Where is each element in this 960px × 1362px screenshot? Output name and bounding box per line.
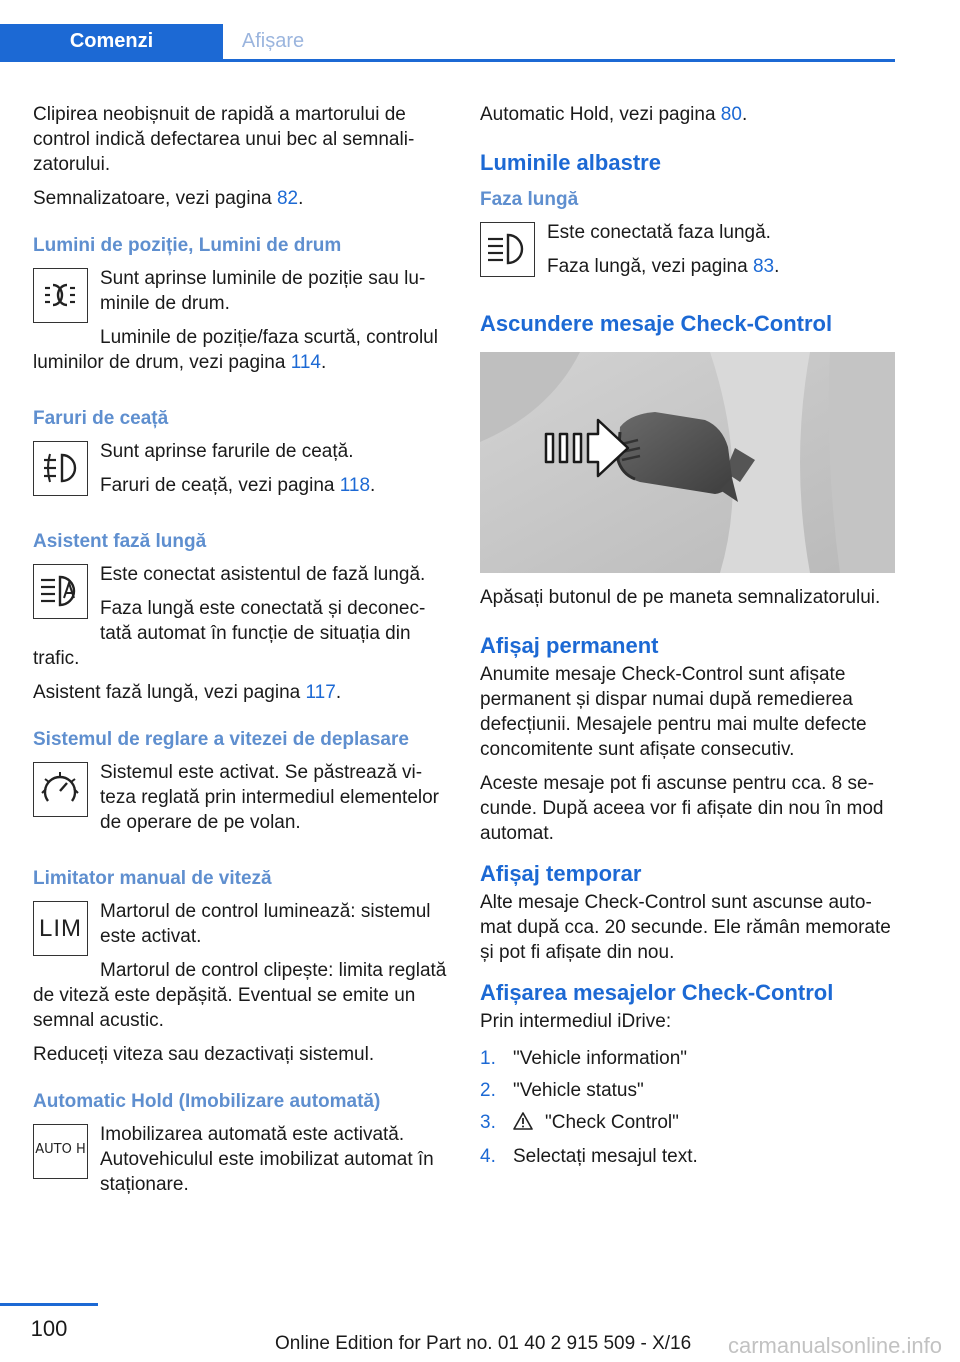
paragraph-reference: Faruri de ceață, vezi pagina 118. [100, 475, 376, 496]
edition-info: Online Edition for Part no. 01 40 2 915 509 - X/16 [275, 1333, 692, 1354]
subsection-heading: Faza lungă [480, 189, 579, 210]
paragraph-reference: Luminile de poziție/faza scurtă, controlul luminilor de drum, vezi pagina 114. [33, 327, 438, 373]
high-beam-assistant-icon [33, 564, 88, 619]
section-heading: Afișaj permanent [480, 633, 659, 658]
left-column [33, 102, 448, 1206]
list-item: 3. "Check Control" [480, 1110, 895, 1137]
page-link[interactable]: 83 [752, 256, 775, 277]
auto-hold-icon-label: AUTO H [35, 1142, 86, 1157]
fog-lights-icon [33, 441, 88, 496]
paragraph: Apăsați butonul de pe maneta semnalizatorului. [480, 587, 881, 608]
page-link[interactable]: 80 [720, 104, 742, 125]
tab-bar-underline [0, 59, 895, 62]
paragraph-reference: Automatic Hold, vezi pagina 80. [480, 104, 748, 125]
turn-signal-lever-photo [480, 352, 895, 573]
section-heading: Ascundere mesaje Check-Control [480, 311, 833, 336]
section-heading: Afișarea mesajelor Check-Control [480, 980, 834, 1005]
paragraph-reference: Semnalizatoare, vezi pagina 82. [33, 188, 304, 209]
section-heading: Luminile albastre [480, 150, 661, 175]
paragraph: Faza lungă este conectată și deconectată automat în funcție de situația din trafic. [33, 598, 426, 669]
paragraph: Prin intermediul iDrive: [480, 1011, 672, 1032]
right-column [480, 102, 895, 1176]
paragraph: Martorul de control luminează: sistemul este activat. [100, 901, 431, 947]
page-link[interactable]: 118 [339, 475, 371, 496]
auto-hold-icon [33, 1124, 88, 1179]
paragraph: Sunt aprinse luminile de poziție sau luminile de drum. [100, 268, 426, 314]
cruise-control-icon [33, 762, 88, 817]
warning-triangle-icon [513, 1112, 533, 1137]
section-heading: Limitator manual de viteză [33, 868, 272, 889]
paragraph: Martorul de control clipește: limita reglată de viteză este depășită. Eventual se emite un semnal acustic. [33, 960, 447, 1031]
paragraph: Aceste mesaje pot fi ascunse pentru cca. 8 secunde. După aceea vor fi afișate din nou în mod automat. [480, 773, 884, 844]
page-link[interactable]: 82 [276, 188, 299, 209]
paragraph: Alte mesaje Check-Control sunt ascunse automat după cca. 20 secunde. Ele rămân memorate și pot fi afișate din nou. [480, 892, 891, 963]
paragraph: Este conectat asistentul de fază lungă. [100, 564, 426, 585]
paragraph-reference: Faza lungă, vezi pagina 83. [547, 256, 780, 277]
paragraph: Este conectată faza lungă. [547, 222, 771, 243]
steps-list [480, 1046, 895, 1169]
list-item: 4. Selectați mesajul text. [480, 1146, 698, 1167]
high-beam-icon [480, 222, 535, 277]
section-heading: Sistemul de reglare a vitezei de deplasare [33, 729, 409, 750]
page-link[interactable]: 114 [290, 352, 321, 373]
watermark: carmanualsonline.info [727, 1333, 942, 1358]
tab-afisare[interactable]: Afișare [241, 30, 305, 52]
page-link[interactable]: 117 [305, 682, 336, 703]
tab-bar [0, 24, 895, 62]
section-heading: Asistent fază lungă [33, 531, 207, 552]
paragraph: Clipirea neobișnuit de rapidă a martorului de control indică defectarea unui bec al semnalizatorului. [33, 104, 415, 175]
paragraph: Anumite mesaje Check-Control sunt afișate permanent și dispar numai după remedierea defecțiunii. Mesajele pentru mai multe defecte concomitente sunt afișate consecutiv. [480, 664, 867, 760]
section-heading: Afișaj temporar [480, 861, 642, 886]
paragraph: Imobilizarea automată este activată. Autovehiculul este imobilizat automat în staționare. [100, 1124, 434, 1195]
paragraph-reference: Asistent fază lungă, vezi pagina 117. [33, 682, 342, 703]
section-heading: Faruri de ceață [33, 408, 169, 429]
list-item: 2. "Vehicle status" [480, 1080, 644, 1101]
section-heading: Lumini de poziție, Lumini de drum [33, 235, 342, 256]
list-item: 1. "Vehicle information" [480, 1048, 688, 1069]
page-number: 100 [30, 1316, 68, 1341]
footer-divider [0, 1303, 98, 1306]
parking-lights-icon [33, 268, 88, 323]
tab-comenzi[interactable]: Comenzi [0, 24, 223, 59]
paragraph: Sistemul este activat. Se păstrează viteza reglată prin intermediul elementelor de operare de pe volan. [100, 762, 440, 833]
lim-icon-label: LIM [38, 915, 82, 942]
section-heading: Automatic Hold (Imobilizare automată) [33, 1091, 381, 1112]
paragraph: Reduceți viteza sau dezactivați sistemul. [33, 1044, 375, 1065]
speed-limiter-icon [33, 901, 88, 956]
paragraph: Sunt aprinse farurile de ceață. [100, 441, 354, 462]
